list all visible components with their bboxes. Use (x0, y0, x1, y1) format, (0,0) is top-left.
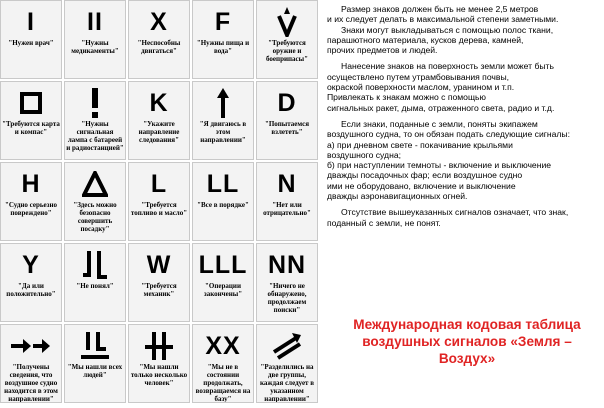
signal-symbol: Y (22, 250, 40, 279)
signal-cell (64, 162, 126, 241)
bar-dot-icon (65, 88, 125, 118)
signal-caption: "Ничего не обнаружено, продолжаем поиски" (267, 282, 307, 314)
signal-caption: "Мы нашли всех людей" (67, 363, 123, 379)
signal-caption: "Требуется механик" (141, 282, 177, 298)
signal-caption: "Получены сведения, что воздушное судно находится в этом направлении" (4, 363, 58, 403)
signal-cell (0, 324, 62, 403)
signal-cell (256, 243, 318, 322)
signal-symbol: XX (205, 331, 241, 360)
signal-cell (0, 0, 62, 79)
signal-caption: "Требуются оружие и боеприпасы" (266, 39, 308, 63)
v-arrow-icon (257, 7, 317, 37)
signal-caption: "Операции закончены" (203, 282, 243, 298)
signal-caption: "Требуются карта и компас" (2, 120, 60, 136)
paragraph: Отсутствие вышеуказанных сигналов означает, что знак, поданный с земли, не понят. (327, 207, 569, 228)
signal-cell (128, 81, 190, 160)
signal-caption: "Укажите направление следования" (138, 120, 180, 144)
signal-cell (256, 0, 318, 79)
signal-symbol: K (149, 88, 169, 117)
signal-symbol: L (150, 169, 168, 198)
bars-underline-icon (65, 331, 125, 361)
signal-caption: "Здесь можно безопасно совершить посадку" (73, 201, 117, 233)
signal-cell (64, 243, 126, 322)
signal-cell (192, 162, 254, 241)
split-arrows-icon (257, 331, 317, 361)
paragraph: Знаки могут выкладываться с помощью полос ткани, парашютного материала, кусков дерева, камней, прочих предметов и людей. (327, 24, 554, 56)
signal-cell (0, 162, 62, 241)
signal-cell (64, 81, 126, 160)
signal-cell (192, 243, 254, 322)
signal-cell (64, 0, 126, 79)
signal-symbol: II (87, 7, 103, 36)
arrows-right-icon (1, 331, 61, 361)
square-icon (1, 88, 61, 118)
paragraph: Размер знаков должен быть не менее 2,5 метров и их следует делать в максимальной степени заметными. (327, 4, 559, 25)
signal-symbol: N (277, 169, 297, 198)
signal-caption: "Мы нашли только несколько человек" (130, 363, 188, 387)
signal-symbol: I (27, 7, 35, 36)
signal-caption: "Не понял" (76, 282, 114, 290)
signal-symbol: LL (206, 169, 240, 198)
signal-cell (192, 324, 254, 403)
signal-caption: "Нужны сигнальная лампа с батареей и радиостанцией" (66, 120, 124, 152)
signal-caption: "Попытаемся взлететь" (264, 120, 310, 136)
signal-cell (128, 0, 190, 79)
signal-symbol: X (150, 7, 168, 36)
signal-symbol: W (146, 250, 172, 279)
signal-cell (128, 324, 190, 403)
jl-icon (65, 250, 125, 280)
signal-caption: "Нужны пища и вода" (196, 39, 250, 55)
signal-caption: "Неспособны двигаться" (137, 39, 181, 55)
signal-caption: "Я двигаюсь в этом направлении" (199, 120, 247, 144)
signal-caption: "Нужны медикаменты" (71, 39, 119, 55)
signal-cell (128, 162, 190, 241)
signal-caption: "Да или положительно" (6, 282, 56, 298)
signal-symbol: D (277, 88, 297, 117)
signal-caption: "Судно серьезно повреждено" (5, 201, 57, 217)
signal-symbol: LLL (198, 250, 248, 279)
instructions-text (327, 4, 599, 228)
signal-caption: "Все в порядке" (197, 201, 249, 209)
signal-cell (0, 243, 62, 322)
arrow-up-icon (193, 88, 253, 118)
hash-icon (129, 331, 189, 361)
signal-caption: "Нужен врач" (8, 39, 54, 47)
signal-symbol: H (21, 169, 41, 198)
signal-cell (256, 324, 318, 403)
paragraph: Нанесение знаков на поверхность земли может быть осуществлено путем утрамбовывания почвы, окраской поверхности маслом, уранином и т.п. Привлекать к знакам можно с помощью сигнальных ракет, дыма, отраженного света, радио и т.д. (327, 61, 555, 113)
signal-cell (64, 324, 126, 403)
signal-cell (0, 81, 62, 160)
signal-cell (128, 243, 190, 322)
triangle-icon (65, 169, 125, 199)
signal-symbol: F (214, 7, 232, 36)
signal-cell (192, 81, 254, 160)
table-title: Международная кодовая таблица воздушных сигналов «Земля – Воздух» (353, 317, 581, 366)
signal-cell (192, 0, 254, 79)
signal-cell (256, 81, 318, 160)
signal-caption: "Требуется топливо и масло" (130, 201, 188, 217)
paragraph: Если знаки, поданные с земли, поняты экипажем воздушного судна, то он обязан подать следующие сигналы: а) при дневном свете - покачивание крыльями воздушного судна; б) при наступлении темноты - включение и выключение дважды посадочных фар; если воздушное судно ими не оборудовано, включение и выключение дважды аэронавигационных огней. (327, 118, 570, 202)
signal-caption: "Нет или отрицательно" (263, 201, 311, 217)
signal-caption: "Разделились на две группы, каждая следует в указанном направлении" (259, 363, 315, 403)
signal-caption: "Мы не в состоянии продолжать, возвращаемся на базу" (195, 363, 251, 403)
signal-cell (256, 162, 318, 241)
signal-symbol: NN (267, 250, 307, 279)
